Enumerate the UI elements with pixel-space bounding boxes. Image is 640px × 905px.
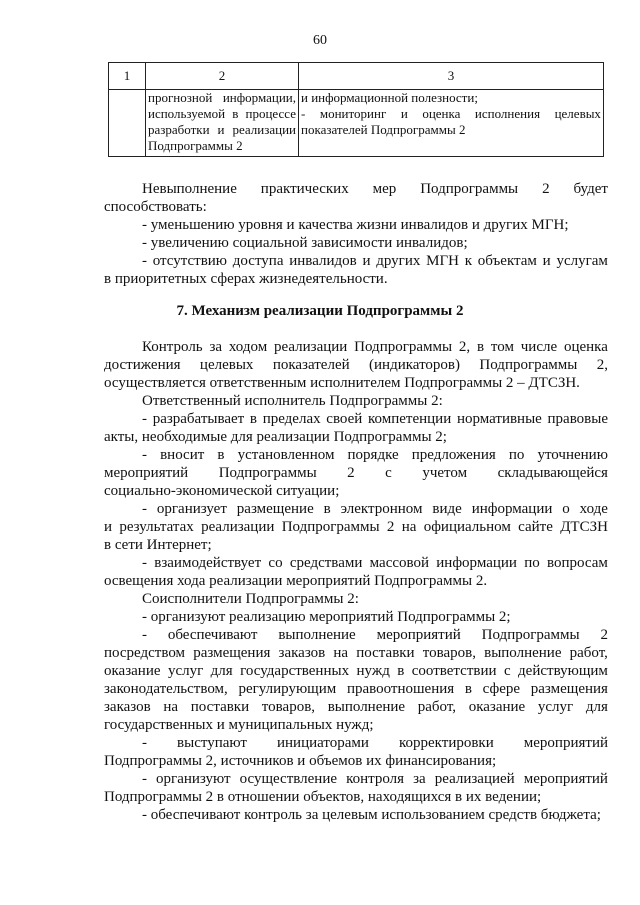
cell-line: показателей Подпрограммы 2	[301, 122, 466, 137]
table-cell-col3	[299, 90, 604, 157]
table-header-cell: 1	[109, 63, 146, 90]
list-item: - разрабатывает в пределах своей компетенции нормативные правовые	[142, 411, 608, 427]
table-header-cell: 3	[299, 63, 604, 90]
text-line: достижения целевых показателей (индикаторов) Подпрограммы 2,	[104, 357, 608, 373]
text-line: посредством размещения заказов на поставки товаров, выполнение работ,	[104, 645, 608, 661]
bullet-item: - уменьшению уровня и качества жизни инвалидов и других МГН;	[142, 217, 569, 233]
intro-paragraph	[104, 180, 608, 288]
body-text	[104, 338, 608, 824]
text-line: оказание услуг для государственных нужд в соответствии с действующим	[104, 663, 608, 679]
table-header-row	[109, 63, 604, 90]
text-line: Подпрограммы 2 в отношении объектов, находящихся в их ведении;	[104, 789, 542, 805]
text-line: Соисполнители Подпрограммы 2:	[142, 591, 359, 607]
text-line: Контроль за ходом реализации Подпрограммы 2, в том числе оценка	[142, 339, 608, 355]
text-line: и результатах реализации Подпрограммы 2 на официальном сайте ДТСЗН	[104, 519, 608, 535]
list-item: - организуют реализацию мероприятий Подпрограммы 2;	[142, 609, 511, 625]
list-item: - обеспечивают контроль за целевым использованием средств бюджета;	[142, 807, 601, 823]
list-item: - вносит в установленном порядке предложения по уточнению	[142, 447, 608, 463]
cell-line: Подпрограммы 2	[148, 138, 243, 153]
bullet-item: - отсутствию доступа инвалидов и других МГН к объектам и услугам	[142, 253, 608, 269]
text-line: в приоритетных сферах жизнедеятельности.	[104, 271, 388, 287]
table-cell-col2	[146, 90, 299, 157]
cell-line: используемой в процессе	[148, 106, 296, 121]
text-line: законодательством, регулирующим правоотношения в сфере размещения	[104, 681, 608, 697]
text-line: социально-экономической ситуации;	[104, 483, 340, 499]
text-line: способствовать:	[104, 199, 207, 215]
list-item: - взаимодействует со средствами массовой информации по вопросам	[142, 555, 608, 571]
text-line: освещения хода реализации мероприятий Подпрограммы 2.	[104, 573, 488, 589]
text-line: в сети Интернет;	[104, 537, 212, 553]
bullet-item: - увеличению социальной зависимости инвалидов;	[142, 235, 468, 251]
text-line: Невыполнение практических мер Подпрограммы 2 будет	[142, 181, 608, 197]
list-item: - организуют осуществление контроля за реализацией мероприятий	[142, 771, 608, 787]
list-item: - организует размещение в электронном виде информации о ходе	[142, 501, 608, 517]
text-line: заказов на поставки товаров, выполнение работ, оказание услуг для	[104, 699, 608, 715]
list-item: - выступают инициаторами корректировки мероприятий	[142, 735, 608, 751]
cell-line: - мониторинг и оценка исполнения целевых	[301, 106, 601, 121]
cell-line: разработки и реализации	[148, 122, 296, 137]
text-line: государственных и муниципальных нужд;	[104, 717, 374, 733]
text-line: акты, необходимые для реализации Подпрограммы 2;	[104, 429, 447, 445]
text-line: Подпрограммы 2, источников и объемов их финансирования;	[104, 753, 497, 769]
page-number: 60	[313, 33, 327, 48]
continuation-table	[108, 62, 604, 157]
cell-line: и информационной полезности;	[301, 90, 478, 105]
text-line: Ответственный исполнитель Подпрограммы 2:	[142, 393, 443, 409]
section-title: 7. Механизм реализации Подпрограммы 2	[176, 303, 464, 319]
table-header-cell: 2	[146, 63, 299, 90]
table-row	[109, 90, 604, 157]
list-item: - обеспечивают выполнение мероприятий Подпрограммы 2	[142, 627, 608, 643]
text-line: мероприятий Подпрограммы 2 с учетом складывающейся	[104, 465, 608, 481]
table-cell-empty	[109, 90, 146, 157]
text-line: осуществляется ответственным исполнителем Подпрограммы 2 – ДТСЗН.	[104, 375, 580, 391]
cell-line: прогнозной информации,	[148, 90, 296, 105]
